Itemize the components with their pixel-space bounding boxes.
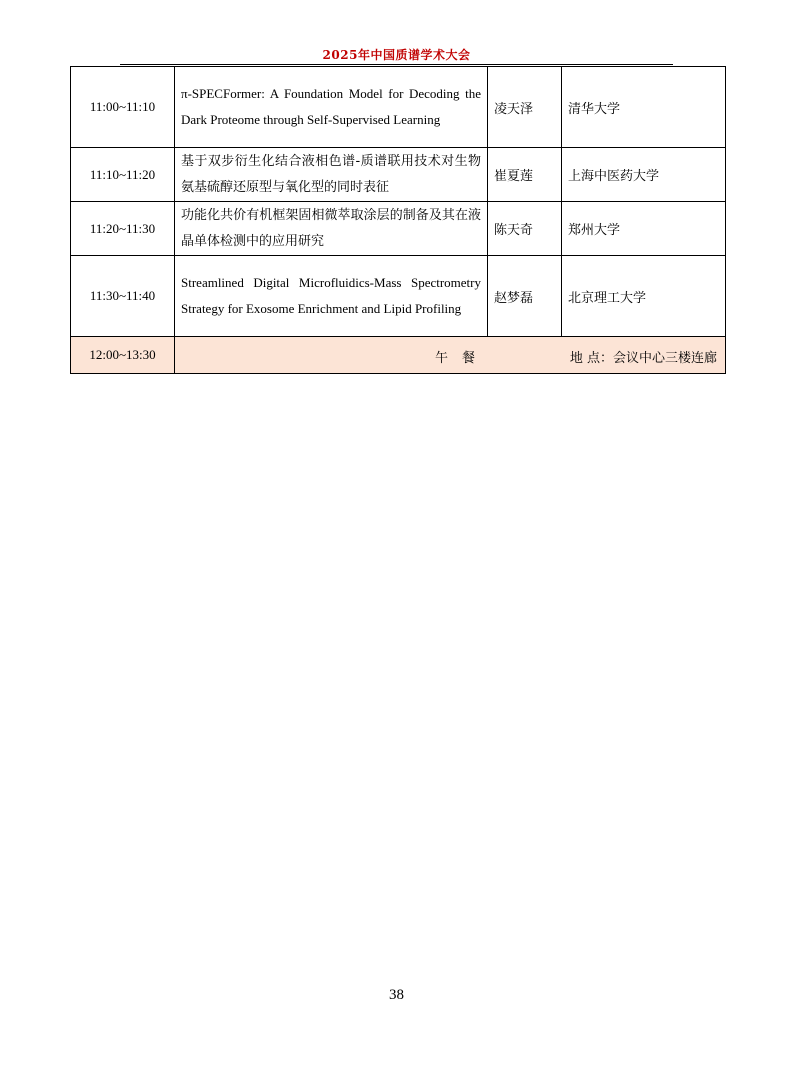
schedule-table xyxy=(70,66,726,374)
table-row xyxy=(71,148,726,202)
header-divider xyxy=(120,64,673,65)
table-row xyxy=(71,256,726,337)
speaker-affiliation: 郑州大学 xyxy=(562,202,726,256)
lunch-location: 地 点：会议中心三楼连廊 xyxy=(569,351,717,366)
lunch-info xyxy=(175,337,726,374)
session-time: 11:00~11:10 xyxy=(71,67,175,148)
table-row xyxy=(71,202,726,256)
page-number: 38 xyxy=(389,987,404,1003)
speaker-name: 陈天奇 xyxy=(488,202,562,256)
session-time: 11:30~11:40 xyxy=(71,256,175,337)
speaker-affiliation: 上海中医药大学 xyxy=(562,148,726,202)
table-row xyxy=(71,67,726,148)
talk-title: 功能化共价有机框架固相微萃取涂层的制备及其在液晶单体检测中的应用研究 xyxy=(175,202,488,256)
talk-title: π-SPECFormer: A Foundation Model for Decoding the Dark Proteome through Self-Supervised Learning xyxy=(175,67,488,148)
session-time: 11:20~11:30 xyxy=(71,202,175,256)
lunch-row xyxy=(71,337,726,374)
speaker-affiliation: 清华大学 xyxy=(562,67,726,148)
lunch-time: 12:00~13:30 xyxy=(71,337,175,374)
lunch-label: 午餐 xyxy=(435,351,490,366)
speaker-name: 崔夏莲 xyxy=(488,148,562,202)
talk-title: Streamlined Digital Microfluidics-Mass Spectrometry Strategy for Exosome Enrichment and Lipid Profiling xyxy=(175,256,488,337)
speaker-affiliation: 北京理工大学 xyxy=(562,256,726,337)
speaker-name: 凌天泽 xyxy=(488,67,562,148)
talk-title: 基于双步衍生化结合液相色谱-质谱联用技术对生物氨基硫醇还原型与氧化型的同时表征 xyxy=(175,148,488,202)
session-time: 11:10~11:20 xyxy=(71,148,175,202)
speaker-name: 赵梦磊 xyxy=(488,256,562,337)
conference-header: 2025年中国质谱学术大会 xyxy=(322,48,471,62)
